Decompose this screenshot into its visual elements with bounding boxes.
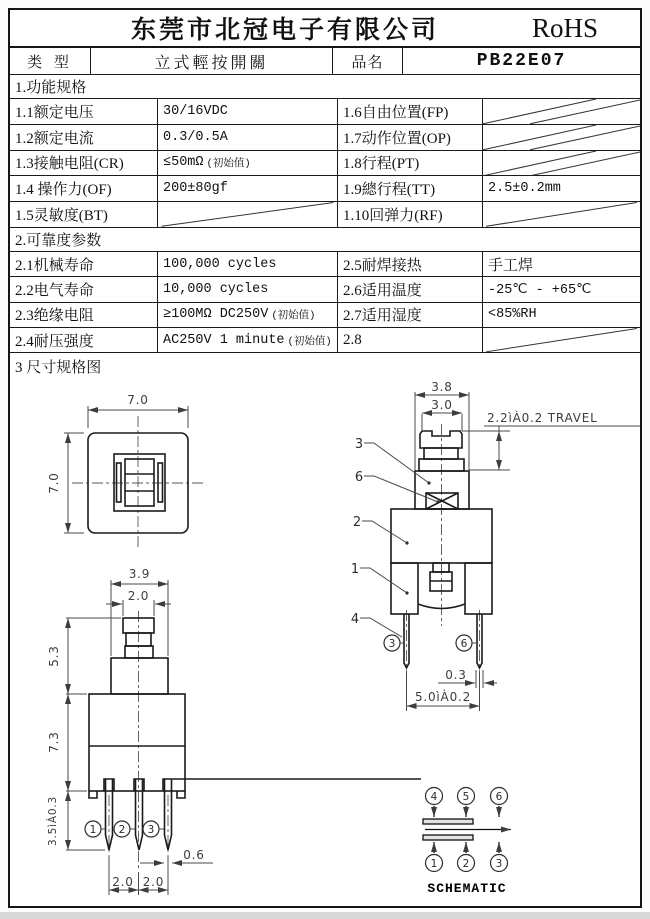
dim-side-3-8: 3.8 [431,380,453,395]
spec-label-cell [337,252,482,276]
diagonal-na-mark [158,202,337,227]
spec-value: ≤50mΩ [163,155,204,171]
schematic-pin-1: 1 [430,858,438,871]
type-row [10,48,640,75]
scan-edge [0,912,650,919]
spec-value: -25℃ - +65℃ [488,282,592,298]
spec-value: ≥100MΩ DC250V [163,307,269,323]
spec-value-cell [157,252,337,276]
spec-value-cell [157,99,337,124]
spec-value: <85%RH [488,307,537,323]
dimension-drawings [10,380,640,906]
spec-value-note: (初始值) [206,158,251,171]
spec-label-cell [10,303,157,327]
spec-label-cell [10,151,157,176]
side-view [351,380,640,711]
spec-label: 1.3接触电阻(CR) [15,156,124,173]
spec-row [10,328,640,353]
spec-value-note: (初始值) [271,310,316,323]
part-label-4: 4 [350,612,360,628]
part-label-3: 3 [354,437,364,453]
dim-side-0-3: 0.3 [445,668,467,683]
part-label-1: 1 [350,562,360,578]
section1-title: 1.功能规格 [10,75,640,99]
spec-label: 1.4 操作力(OF) [15,182,112,199]
spec-label: 1.8行程(PT) [343,156,420,173]
spec-value-note: (初始值) [287,335,332,348]
diagonal-na-mark [483,151,640,176]
spec-value: 手工焊 [488,257,534,274]
spec-value-cell [482,303,640,327]
dim-front-2-0-b: 2.0 [142,875,165,890]
type-value: 立式輕按開關 [90,48,332,74]
spec-row [10,99,640,125]
section2-title: 2.可靠度参数 [10,228,640,252]
spec-value-cell [482,176,640,201]
spec-label-cell [10,125,157,150]
dim-front-2-0-top: 2.0 [127,589,150,604]
schematic-pin-6: 6 [495,791,503,804]
spec-label-cell [337,277,482,301]
spec-label-cell [337,125,482,150]
spec-value: 30/16VDC [163,103,228,119]
spec-label-cell [10,252,157,276]
spec-value-cell [482,277,640,301]
part-label-2: 2 [352,515,362,531]
spec-label: 2.6适用温度 [343,282,422,299]
section3-title: 3 尺寸规格图 [15,360,102,377]
spec-value-cell [157,176,337,201]
spec-label: 1.7动作位置(OP) [343,130,451,147]
spec-label: 1.1额定电压 [15,104,94,121]
schematic-title: SCHEMATIC [427,881,507,897]
spec-value: 200±80gf [163,181,228,197]
spec-value-cell [482,252,640,276]
empty-cell [482,328,640,352]
diagonal-na-mark [483,328,640,352]
spec-row [10,303,640,328]
spec-label-cell [337,176,482,201]
dim-front-0-6: 0.6 [183,848,205,863]
type-label: 类 型 [27,54,73,71]
spec-label: 2.4耐压强度 [15,333,94,350]
side-pin-3: 3 [388,637,396,650]
spec-label-cell [10,176,157,201]
spec-label: 2.3绝缘电阻 [15,308,94,325]
spec-value: AC250V 1 minute [163,332,285,348]
dim-front-5-3: 5.3 [47,645,61,667]
dim-side-3-0: 3.0 [431,398,453,413]
empty-cell [482,125,640,150]
spec-row [10,125,640,151]
spec-value: 2.5±0.2mm [488,181,561,197]
dim-side-5-0: 5.0ìÀ0.2 [414,690,472,705]
spec-value-cell [157,303,337,327]
front-pin-1: 1 [89,823,97,836]
dim-front-3-9: 3.9 [128,567,151,582]
spec-value-cell [157,328,337,352]
spec-label-cell [10,328,157,352]
part-label-6: 6 [354,470,364,486]
company-title: 东莞市北冠电子有限公司 [130,17,439,44]
spec-label-cell [10,202,157,227]
schematic-pin-5: 5 [462,791,470,804]
spec-label: 1.10回弹力(RF) [343,208,443,225]
spec-label-cell [337,99,482,124]
spec-label-cell [337,202,482,227]
dim-front-3-5: 3.5ìÀ0.3 [47,796,59,847]
spec-value-cell [157,277,337,301]
spec-label-cell [337,303,482,327]
spec-label: 2.8 [343,331,362,348]
dim-top-height: 7.0 [47,472,61,494]
spec-label: 1.5灵敏度(BT) [15,208,108,225]
header [10,10,640,48]
spec-label: 1.9總行程(TT) [343,182,436,199]
front-pin-3: 3 [147,823,155,836]
spec-row [10,151,640,177]
empty-cell [482,202,640,227]
spec-label: 2.5耐焊接热 [343,257,422,274]
schematic-pin-2: 2 [462,858,470,871]
spec-value: 0.3/0.5A [163,129,228,145]
dim-front-7-3: 7.3 [47,731,61,753]
spec-value: 100,000 cycles [163,256,277,272]
spec-label: 1.2额定电流 [15,130,94,147]
part-name-label: 品名 [332,48,402,74]
side-pin-6: 6 [460,637,468,650]
front-view [46,567,421,895]
diagonal-na-mark [483,202,640,227]
rohs-mark: RoHS [531,12,599,43]
empty-cell [482,99,640,124]
spec-label: 2.2电气寿命 [15,282,94,299]
spec-label: 2.7适用湿度 [343,308,422,325]
dim-side-travel: 2.2ìÀ0.2 TRAVEL [487,411,598,426]
document-frame [8,8,642,908]
spec-value-cell [157,125,337,150]
empty-cell [482,151,640,176]
schematic [423,788,511,897]
spec-label-cell [337,328,482,352]
part-number: PB22E07 [402,48,640,74]
empty-cell [157,202,337,227]
top-view [47,393,206,550]
dim-top-width: 7.0 [127,393,149,408]
spec-row [10,176,640,202]
spec-value: 10,000 cycles [163,281,269,297]
dim-front-2-0-a: 2.0 [112,875,134,890]
diagonal-na-mark [483,125,640,150]
spec-row [10,252,640,277]
drawing-canvas [10,380,640,919]
spec-row [10,277,640,302]
spec-row [10,202,640,228]
spec-value-cell [157,151,337,176]
schematic-pin-3: 3 [495,858,503,871]
schematic-pin-4: 4 [430,791,438,804]
spec-label-cell [10,99,157,124]
diagonal-na-mark [483,99,640,124]
spec-label-cell [10,277,157,301]
front-pin-2: 2 [118,823,126,836]
spec-label-cell [337,151,482,176]
spec-label: 1.6自由位置(FP) [343,104,449,121]
spec-label: 2.1机械寿命 [15,257,94,274]
